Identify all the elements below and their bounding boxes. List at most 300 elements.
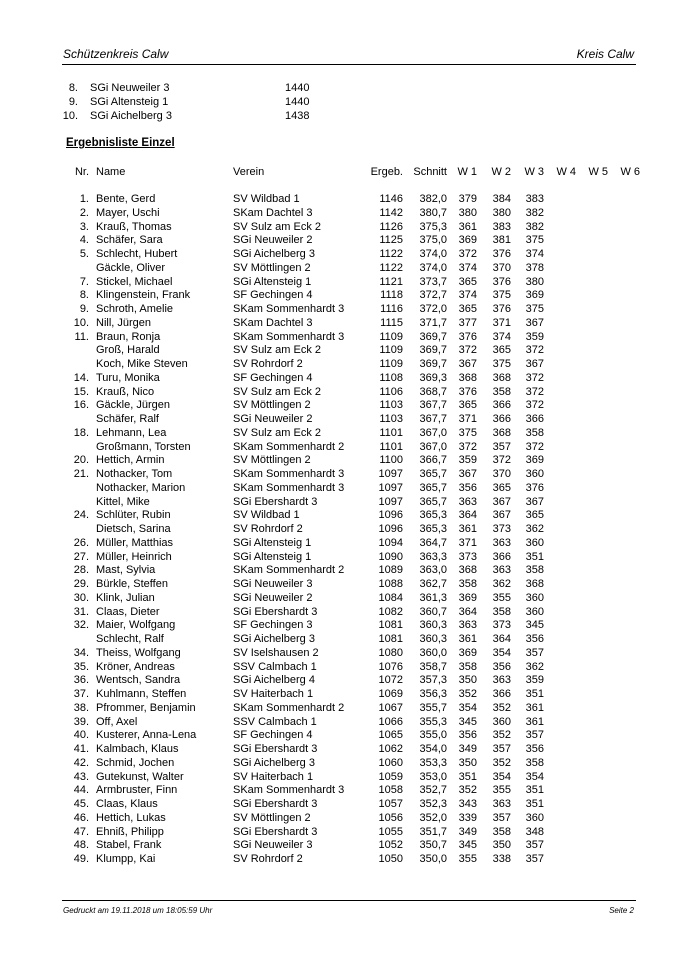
cell-schnitt: 355,7: [419, 701, 447, 714]
cell-ergeb: 1101: [379, 426, 403, 439]
cell-w1: 367: [458, 468, 477, 480]
cell-nr: 10.: [73, 316, 89, 329]
cell-w3: 362: [525, 523, 544, 535]
cell-verein: SKam Sommenhardt 3: [233, 481, 345, 494]
cell-w3: 367: [525, 495, 544, 508]
cell-w2: 383: [492, 220, 511, 233]
cell-ergeb: 1116: [380, 303, 403, 315]
cell-name: Koch, Mike Steven: [96, 358, 188, 370]
cell-w2: 355: [492, 784, 511, 797]
cell-name: Pfrommer, Benjamin: [96, 701, 196, 714]
cell-w1: 351: [458, 770, 477, 783]
cell-nr: 41.: [73, 743, 89, 755]
cell-w3: 351: [525, 688, 544, 700]
cell-ergeb: 1081: [378, 619, 403, 632]
cell-w1: 374: [458, 261, 477, 274]
cell-schnitt: 373,7: [419, 275, 447, 288]
cell-verein: SV Sulz am Eck 2: [233, 385, 322, 398]
cell-schnitt: 355,3: [419, 715, 447, 728]
cell-name: Kusterer, Anna-Lena: [96, 729, 197, 742]
cell-verein: SV Sulz am Eck 2: [233, 344, 322, 357]
table-row: [0, 551, 682, 565]
cell-name: Schlecht, Ralf: [96, 633, 164, 645]
cell-schnitt: 366,7: [419, 454, 447, 467]
team-rank: 9.: [68, 96, 78, 108]
cell-w1: 371: [458, 413, 477, 425]
cell-ergeb: 1090: [378, 550, 403, 563]
table-row: [0, 688, 682, 702]
table-row: [0, 606, 682, 620]
table-row: [0, 372, 682, 386]
cell-nr: 15.: [73, 385, 89, 398]
table-row: [0, 276, 682, 290]
cell-verein: SGi Aichelberg 3: [233, 756, 315, 769]
cell-ergeb: 1108: [379, 371, 403, 384]
table-row: [0, 743, 682, 757]
cell-w2: 373: [492, 523, 511, 535]
col-w3: W 3: [524, 166, 544, 178]
cell-verein: SV Möttlingen 2: [233, 399, 311, 412]
col-nr: Nr.: [74, 166, 89, 178]
cell-ergeb: 1103: [379, 399, 403, 412]
col-verein: Verein: [233, 166, 265, 178]
cell-schnitt: 352,7: [419, 784, 447, 797]
col-w4: W 4: [556, 166, 576, 178]
cell-verein: SV Wildbad 1: [233, 193, 300, 205]
cell-schnitt: 353,0: [419, 770, 447, 783]
cell-schnitt: 367,7: [419, 413, 447, 425]
cell-ergeb: 1067: [378, 701, 403, 714]
cell-verein: SV Rohrdorf 2: [233, 523, 303, 535]
cell-ergeb: 1109: [379, 344, 403, 357]
cell-w1: 376: [458, 330, 477, 343]
cell-verein: SGi Ebershardt 3: [233, 743, 318, 755]
cell-w2: 370: [492, 261, 511, 274]
cell-w1: 368: [458, 371, 477, 384]
cell-ergeb: 1103: [379, 413, 403, 425]
cell-w2: 357: [492, 811, 511, 824]
cell-name: Wentsch, Sandra: [96, 674, 181, 687]
print-timestamp: Gedruckt am 19.11.2018 um 18:05:59 Uhr: [63, 906, 213, 915]
table-row: [0, 702, 682, 716]
cell-name: Bürkle, Steffen: [96, 578, 168, 590]
cell-w1: 372: [458, 440, 477, 453]
cell-nr: 34.: [73, 646, 89, 659]
cell-w2: 338: [492, 853, 511, 865]
cell-w3: 358: [525, 564, 544, 577]
cell-w1: 369: [458, 646, 477, 659]
header-district: Kreis Calw: [576, 47, 634, 61]
cell-w3: 365: [525, 509, 544, 522]
cell-nr: 44.: [73, 784, 89, 797]
col-w6: W 6: [620, 166, 640, 178]
cell-verein: SV Iselshausen 2: [233, 646, 319, 659]
table-row: [0, 509, 682, 523]
cell-name: Nothacker, Marion: [96, 481, 186, 494]
cell-name: Klumpp, Kai: [96, 853, 156, 865]
cell-verein: SV Sulz am Eck 2: [233, 426, 322, 439]
cell-w3: 345: [525, 619, 544, 632]
cell-name: Bente, Gerd: [96, 193, 156, 205]
cell-ergeb: 1059: [378, 770, 403, 783]
cell-ergeb: 1050: [378, 853, 403, 865]
cell-w2: 358: [492, 605, 511, 618]
cell-verein: SF Gechingen 4: [233, 729, 313, 742]
cell-w2: 367: [492, 495, 511, 508]
cell-verein: SGi Neuweiler 3: [233, 839, 313, 852]
cell-schnitt: 363,3: [419, 550, 447, 563]
team-row: [0, 81, 682, 95]
cell-name: Krauß, Thomas: [96, 220, 172, 233]
cell-w1: 365: [458, 275, 477, 288]
cell-schnitt: 374,0: [419, 261, 447, 274]
cell-schnitt: 365,7: [419, 468, 447, 480]
cell-nr: 39.: [73, 715, 89, 728]
cell-w3: 372: [525, 385, 544, 398]
cell-w2: 358: [492, 825, 511, 838]
cell-w1: 365: [458, 303, 477, 315]
cell-nr: 16.: [73, 399, 89, 412]
cell-name: Braun, Ronja: [96, 330, 161, 343]
cell-schnitt: 360,3: [419, 619, 447, 632]
cell-w3: 351: [525, 550, 544, 563]
cell-verein: SV Rohrdorf 2: [233, 853, 303, 865]
cell-w1: 359: [458, 454, 477, 467]
cell-w3: 380: [525, 275, 544, 288]
cell-w3: 366: [525, 413, 544, 425]
cell-w2: 366: [492, 688, 511, 700]
cell-verein: SV Möttlingen 2: [233, 454, 311, 467]
cell-nr: 9.: [79, 303, 89, 315]
cell-schnitt: 351,7: [419, 825, 447, 838]
cell-w1: 349: [458, 743, 477, 755]
cell-w1: 352: [458, 688, 477, 700]
cell-nr: 49.: [73, 853, 89, 865]
table-row: [0, 413, 682, 427]
table-row: [0, 674, 682, 688]
cell-verein: SKam Sommenhardt 2: [233, 440, 345, 453]
cell-name: Kuhlmann, Steffen: [96, 688, 187, 700]
cell-w1: 369: [458, 591, 477, 604]
cell-ergeb: 1065: [378, 729, 403, 742]
cell-w2: 368: [492, 371, 511, 384]
cell-w1: 374: [458, 289, 477, 302]
cell-nr: 31.: [73, 605, 89, 618]
cell-w2: 384: [492, 193, 511, 205]
cell-w3: 351: [525, 798, 544, 810]
col-w1: W 1: [457, 166, 477, 178]
cell-ergeb: 1115: [380, 316, 403, 329]
cell-ergeb: 1094: [378, 536, 403, 549]
cell-w3: 375: [525, 303, 544, 315]
cell-nr: 40.: [73, 729, 89, 742]
cell-w3: 361: [525, 701, 544, 714]
cell-ergeb: 1084: [378, 591, 403, 604]
team-name: SGi Aichelberg 3: [90, 110, 172, 122]
cell-w3: 356: [525, 743, 544, 755]
cell-w1: 350: [458, 674, 477, 687]
cell-w3: 360: [525, 811, 544, 824]
header-club-name: Schützenkreis Calw: [63, 47, 169, 61]
cell-name: Klink, Julian: [96, 591, 155, 604]
cell-verein: SKam Sommenhardt 3: [233, 330, 345, 343]
cell-w3: 372: [525, 344, 544, 357]
table-row: [0, 619, 682, 633]
cell-w3: 360: [525, 536, 544, 549]
cell-schnitt: 380,7: [419, 206, 447, 219]
cell-w1: 365: [458, 399, 477, 412]
cell-name: Gäckle, Jürgen: [96, 399, 170, 412]
cell-name: Großmann, Torsten: [96, 440, 191, 453]
cell-w3: 375: [525, 234, 544, 247]
cell-schnitt: 368,7: [419, 385, 447, 398]
cell-nr: 37.: [73, 688, 89, 700]
cell-w2: 373: [492, 619, 511, 632]
cell-schnitt: 369,3: [419, 371, 447, 384]
cell-name: Hettich, Armin: [96, 454, 165, 467]
cell-ergeb: 1080: [378, 646, 403, 659]
cell-nr: 4.: [79, 234, 89, 247]
cell-w3: 369: [525, 454, 544, 467]
cell-w3: 357: [525, 839, 544, 852]
table-row: [0, 317, 682, 331]
cell-w2: 376: [492, 303, 511, 315]
cell-ergeb: 1069: [378, 688, 403, 700]
cell-w2: 364: [492, 633, 511, 645]
cell-nr: 27.: [73, 550, 89, 563]
cell-name: Schroth, Amelie: [96, 303, 174, 315]
table-row: [0, 303, 682, 317]
cell-w3: 357: [525, 646, 544, 659]
cell-nr: 14.: [73, 371, 89, 384]
cell-ergeb: 1106: [379, 385, 403, 398]
cell-nr: 46.: [73, 811, 89, 824]
cell-ergeb: 1122: [379, 261, 403, 274]
table-row: [0, 771, 682, 785]
cell-name: Claas, Dieter: [96, 605, 160, 618]
cell-nr: 45.: [73, 798, 89, 810]
cell-w2: 367: [492, 509, 511, 522]
cell-verein: SGi Ebershardt 3: [233, 605, 318, 618]
cell-schnitt: 375,0: [419, 234, 447, 247]
table-row: [0, 207, 682, 221]
cell-schnitt: 374,0: [419, 248, 447, 260]
cell-w1: 372: [458, 344, 477, 357]
cell-w3: 372: [525, 399, 544, 412]
cell-verein: SF Gechingen 4: [233, 289, 313, 302]
cell-verein: SKam Sommenhardt 3: [233, 303, 345, 315]
cell-w1: 367: [458, 358, 477, 370]
cell-nr: 21.: [73, 468, 89, 480]
cell-w1: 368: [458, 564, 477, 577]
cell-schnitt: 352,0: [419, 811, 447, 824]
cell-nr: 42.: [73, 756, 89, 769]
table-row: [0, 647, 682, 661]
cell-w1: 345: [458, 715, 477, 728]
team-score: 1438: [285, 110, 310, 122]
cell-ergeb: 1072: [378, 674, 403, 687]
cell-ergeb: 1081: [378, 633, 403, 645]
cell-w1: 361: [458, 633, 477, 645]
cell-schnitt: 367,0: [419, 426, 447, 439]
cell-nr: 26.: [73, 536, 89, 549]
cell-ergeb: 1100: [379, 454, 403, 467]
cell-name: Mayer, Uschi: [96, 206, 160, 219]
table-row: [0, 564, 682, 578]
cell-w2: 363: [492, 564, 511, 577]
cell-nr: 3.: [79, 220, 89, 233]
cell-w3: 367: [525, 316, 544, 329]
cell-name: Schlüter, Rubin: [96, 509, 171, 522]
table-row: [0, 839, 682, 853]
cell-w1: 345: [458, 839, 477, 852]
cell-w3: 358: [525, 426, 544, 439]
cell-w3: 357: [525, 853, 544, 865]
cell-name: Ehniß, Philipp: [96, 825, 164, 838]
cell-w3: 378: [525, 261, 544, 274]
cell-w3: 382: [525, 220, 544, 233]
cell-w3: 356: [525, 633, 544, 645]
cell-schnitt: 372,0: [419, 303, 447, 315]
cell-schnitt: 365,7: [419, 495, 447, 508]
cell-name: Armbruster, Finn: [96, 784, 178, 797]
cell-name: Gäckle, Oliver: [96, 261, 166, 274]
cell-w1: 354: [458, 701, 477, 714]
team-name: SGi Altensteig 1: [90, 96, 169, 108]
cell-name: Krauß, Nico: [96, 385, 155, 398]
cell-nr: 43.: [73, 770, 89, 783]
cell-w3: 382: [525, 206, 544, 219]
cell-ergeb: 1057: [378, 798, 403, 810]
cell-name: Müller, Heinrich: [96, 550, 172, 563]
cell-w2: 368: [492, 426, 511, 439]
cell-ergeb: 1146: [379, 193, 403, 205]
cell-name: Hettich, Lukas: [96, 811, 166, 824]
cell-w2: 354: [492, 770, 511, 783]
table-row: [0, 496, 682, 510]
table-row: [0, 468, 682, 482]
cell-w2: 376: [492, 248, 511, 260]
cell-verein: SGi Ebershardt 3: [233, 798, 318, 810]
cell-schnitt: 352,3: [419, 798, 447, 810]
cell-w2: 375: [492, 289, 511, 302]
team-score: 1440: [285, 96, 310, 108]
table-row: [0, 578, 682, 592]
cell-name: Stabel, Frank: [96, 839, 162, 852]
cell-ergeb: 1088: [378, 578, 403, 590]
cell-name: Dietsch, Sarina: [96, 523, 171, 535]
cell-name: Mast, Sylvia: [96, 564, 156, 577]
cell-w3: 360: [525, 468, 544, 480]
team-name: SGi Neuweiler 3: [90, 82, 170, 94]
cell-w2: 380: [492, 206, 511, 219]
table-row: [0, 826, 682, 840]
cell-schnitt: 354,0: [419, 743, 447, 755]
cell-w1: 339: [458, 811, 477, 824]
results-column-header: [0, 165, 682, 179]
cell-w2: 374: [492, 330, 511, 343]
cell-verein: SGi Altensteig 1: [233, 550, 312, 563]
cell-ergeb: 1121: [379, 275, 403, 288]
team-rank: 10.: [62, 110, 78, 122]
table-row: [0, 248, 682, 262]
cell-w2: 365: [492, 344, 511, 357]
col-name: Name: [96, 166, 126, 178]
cell-ergeb: 1101: [379, 440, 403, 453]
table-row: [0, 523, 682, 537]
cell-ergeb: 1055: [378, 825, 403, 838]
cell-w2: 362: [492, 578, 511, 590]
cell-nr: 24.: [73, 509, 89, 522]
table-row: [0, 537, 682, 551]
table-row: [0, 454, 682, 468]
cell-verein: SV Sulz am Eck 2: [233, 220, 322, 233]
table-row: [0, 386, 682, 400]
cell-verein: SGi Altensteig 1: [233, 536, 312, 549]
cell-w3: 359: [525, 330, 544, 343]
cell-verein: SKam Dachtel 3: [233, 206, 313, 219]
cell-schnitt: 367,7: [419, 399, 447, 412]
cell-schnitt: 369,7: [419, 330, 447, 343]
cell-verein: SGi Neuweiler 2: [233, 591, 313, 604]
cell-nr: 32.: [73, 619, 89, 632]
cell-verein: SF Gechingen 3: [233, 619, 313, 632]
cell-verein: SGi Neuweiler 2: [233, 234, 313, 247]
cell-ergeb: 1109: [379, 358, 403, 370]
table-row: [0, 344, 682, 358]
cell-w2: 372: [492, 454, 511, 467]
team-row: [0, 109, 682, 123]
cell-w2: 370: [492, 468, 511, 480]
cell-nr: 11.: [74, 330, 89, 343]
table-row: [0, 221, 682, 235]
cell-schnitt: 363,0: [419, 564, 447, 577]
cell-name: Schäfer, Ralf: [96, 413, 159, 425]
table-row: [0, 234, 682, 248]
cell-verein: SKam Sommenhardt 2: [233, 564, 345, 577]
cell-w2: 376: [492, 275, 511, 288]
cell-w3: 376: [525, 481, 544, 494]
cell-schnitt: 360,7: [419, 605, 447, 618]
cell-nr: 29.: [73, 578, 89, 590]
cell-w2: 358: [492, 385, 511, 398]
cell-w1: 380: [458, 206, 477, 219]
table-row: [0, 289, 682, 303]
cell-w3: 369: [525, 289, 544, 302]
cell-w1: 356: [458, 481, 477, 494]
cell-name: Turu, Monika: [96, 371, 160, 384]
cell-w2: 363: [492, 798, 511, 810]
table-row: [0, 262, 682, 276]
cell-verein: SV Möttlingen 2: [233, 811, 311, 824]
cell-name: Theiss, Wolfgang: [96, 646, 181, 659]
cell-ergeb: 1062: [378, 743, 403, 755]
cell-schnitt: 350,0: [419, 853, 447, 865]
cell-w1: 373: [458, 550, 477, 563]
cell-w3: 351: [525, 784, 544, 797]
table-row: [0, 812, 682, 826]
cell-verein: SSV Calmbach 1: [233, 715, 317, 728]
table-row: [0, 633, 682, 647]
cell-w2: 352: [492, 729, 511, 742]
cell-verein: SV Möttlingen 2: [233, 261, 311, 274]
cell-verein: SGi Altensteig 1: [233, 275, 312, 288]
cell-name: Müller, Matthias: [96, 536, 174, 549]
cell-verein: SKam Sommenhardt 3: [233, 468, 345, 480]
cell-w3: 362: [525, 660, 544, 673]
cell-w1: 371: [458, 536, 477, 549]
cell-name: Groß, Harald: [96, 344, 160, 357]
